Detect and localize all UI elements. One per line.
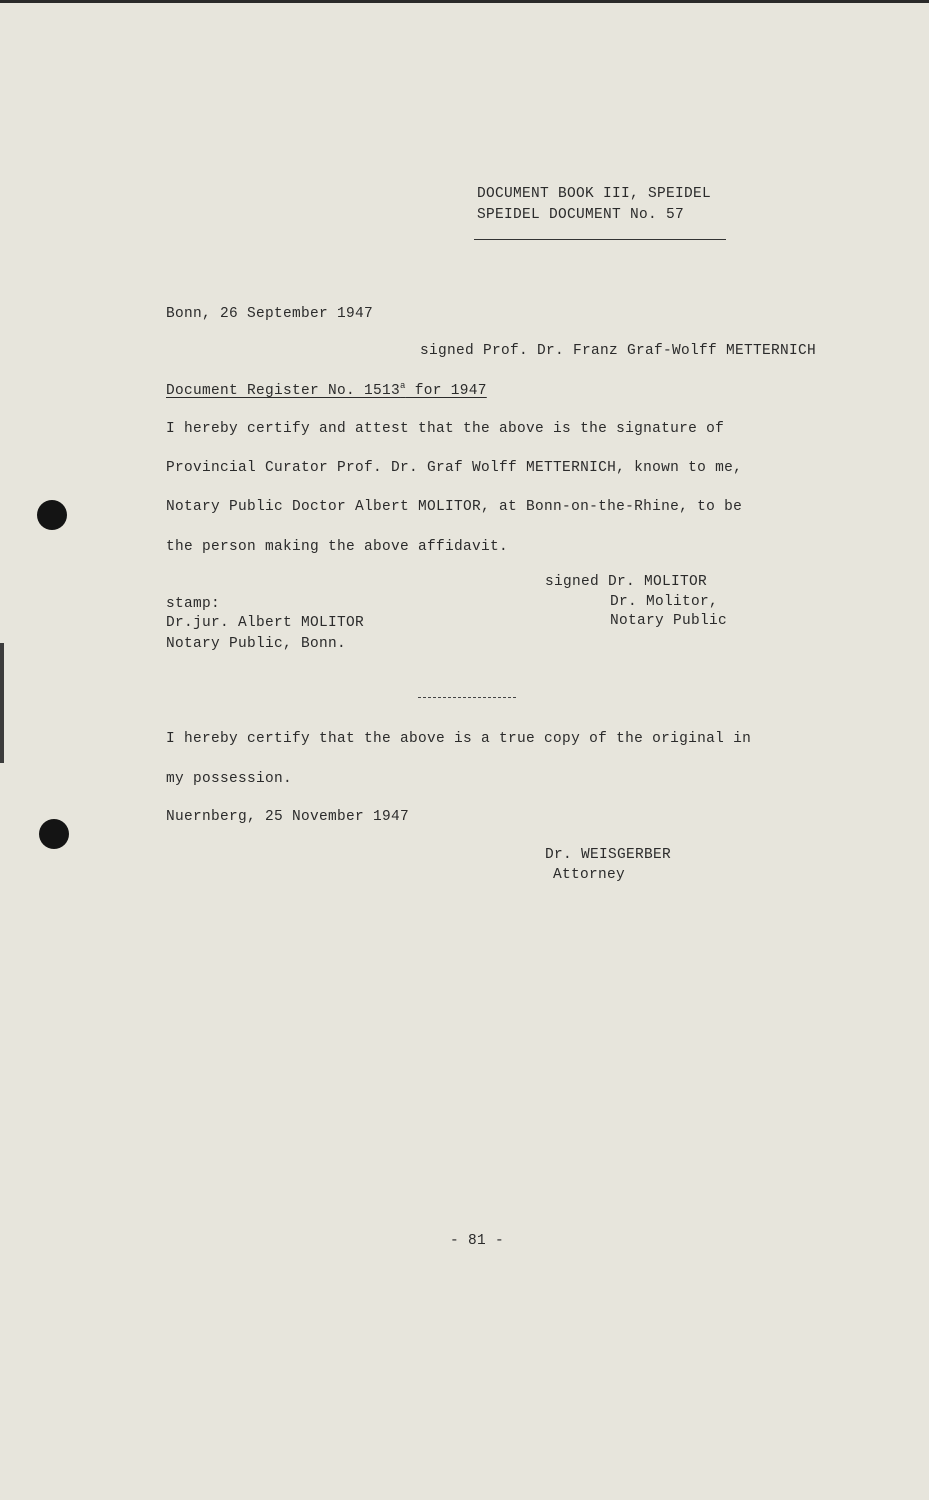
page-number: - 81 - xyxy=(450,1233,505,1249)
affidavit-signed-line: signed Prof. Dr. Franz Graf-Wolff METTERNICH xyxy=(420,343,817,359)
certify-line-2: Provincial Curator Prof. Dr. Graf Wolff METTERNICH, known to me, xyxy=(166,460,743,476)
copy-certify-line-1: I hereby certify that the above is a true copy of the original in xyxy=(166,731,752,747)
certify-line-4: the person making the above affidavit. xyxy=(166,539,509,555)
copy-certify-line-2: my possession. xyxy=(166,771,293,787)
stamp-title: Notary Public, Bonn. xyxy=(166,636,347,652)
certify-line-1: I hereby certify and attest that the above is the signature of xyxy=(166,421,725,437)
attorney-title: Attorney xyxy=(553,867,626,883)
header-book-title: DOCUMENT BOOK III, SPEIDEL xyxy=(477,186,712,202)
section-divider xyxy=(418,697,516,698)
punch-hole-bottom xyxy=(39,819,69,849)
punch-hole-top xyxy=(37,500,67,530)
register-superscript: a xyxy=(400,381,406,391)
document-register-line xyxy=(166,382,487,400)
notary-title: Notary Public xyxy=(610,613,728,629)
header-document-number: SPEIDEL DOCUMENT No. 57 xyxy=(477,207,685,223)
header-rule xyxy=(474,239,726,240)
notary-name: Dr. Molitor, xyxy=(610,594,719,610)
register-year: for 1947 xyxy=(405,383,487,399)
certify-line-3: Notary Public Doctor Albert MOLITOR, at Bonn-on-the-Rhine, to be xyxy=(166,499,743,515)
stamp-name: Dr.jur. Albert MOLITOR xyxy=(166,615,365,631)
page-edge-shadow xyxy=(0,643,4,763)
stamp-label: stamp: xyxy=(166,596,221,612)
notary-signed-line: signed Dr. MOLITOR xyxy=(545,574,708,590)
affidavit-place-date: Bonn, 26 September 1947 xyxy=(166,306,374,322)
register-number: Document Register No. 1513 xyxy=(166,383,401,399)
copy-place-date: Nuernberg, 25 November 1947 xyxy=(166,809,410,825)
attorney-name: Dr. WEISGERBER xyxy=(545,847,672,863)
